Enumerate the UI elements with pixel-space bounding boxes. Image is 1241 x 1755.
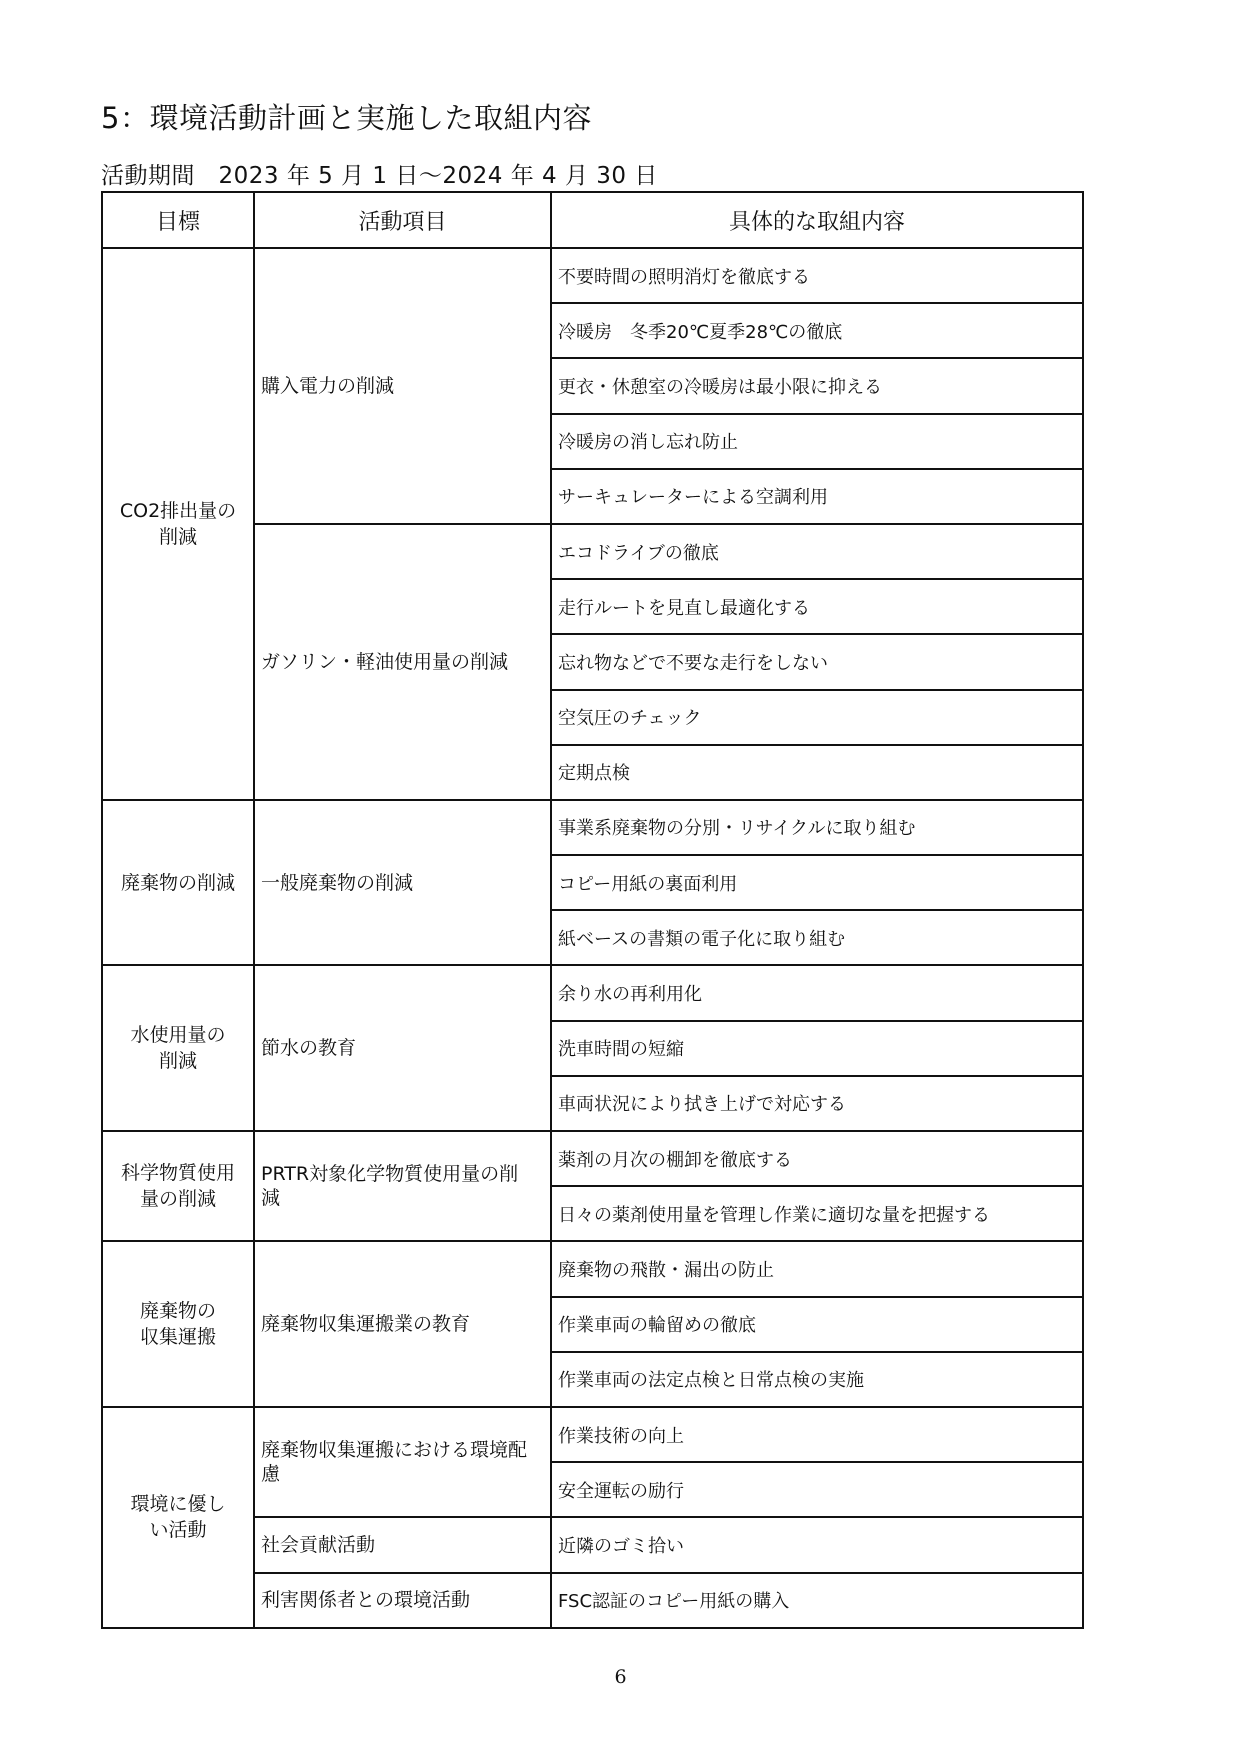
activity-environmental-care: 廃棄物収集運搬における環境配慮 bbox=[254, 1407, 551, 1517]
detail-item: FSC認証のコピー用紙の購入 bbox=[551, 1573, 1083, 1628]
activity-water-saving: 節水の教育 bbox=[254, 965, 551, 1131]
detail-item: 事業系廃棄物の分別・リサイクルに取り組む bbox=[551, 800, 1083, 855]
detail-item: 安全運転の励行 bbox=[551, 1462, 1083, 1517]
activity-period: 活動期間 2023 年 5 月 1 日～2024 年 4 月 30 日 bbox=[101, 163, 658, 189]
detail-item: 定期点検 bbox=[551, 745, 1083, 800]
goal-co2: CO2排出量の削減 bbox=[102, 248, 254, 800]
detail-item: 廃棄物の飛散・漏出の防止 bbox=[551, 1241, 1083, 1296]
table-header-row bbox=[102, 192, 1083, 248]
table-row bbox=[102, 1241, 1083, 1296]
page-number: 6 bbox=[614, 1666, 627, 1688]
table-row bbox=[102, 248, 1083, 303]
table-row bbox=[102, 965, 1083, 1020]
activity-general-waste: 一般廃棄物の削減 bbox=[254, 800, 551, 966]
goal-waste: 廃棄物の削減 bbox=[102, 800, 254, 966]
environmental-plan-table bbox=[101, 191, 1084, 1629]
detail-item: 近隣のゴミ拾い bbox=[551, 1517, 1083, 1572]
header-detail: 具体的な取組内容 bbox=[551, 192, 1083, 248]
detail-item: 作業車両の法定点検と日常点検の実施 bbox=[551, 1352, 1083, 1407]
activity-fuel: ガソリン・軽油使用量の削減 bbox=[254, 524, 551, 800]
detail-item: エコドライブの徹底 bbox=[551, 524, 1083, 579]
detail-item: 作業車両の輪留めの徹底 bbox=[551, 1297, 1083, 1352]
activity-transport-education: 廃棄物収集運搬業の教育 bbox=[254, 1241, 551, 1407]
detail-item: 薬剤の月次の棚卸を徹底する bbox=[551, 1131, 1083, 1186]
detail-item: 余り水の再利用化 bbox=[551, 965, 1083, 1020]
detail-item: 冷暖房 冬季20℃夏季28℃の徹底 bbox=[551, 303, 1083, 358]
table-row bbox=[102, 1407, 1083, 1462]
detail-item: 忘れ物などで不要な走行をしない bbox=[551, 634, 1083, 689]
goal-chemicals: 科学物質使用量の削減 bbox=[102, 1131, 254, 1241]
detail-item: コピー用紙の裏面利用 bbox=[551, 855, 1083, 910]
detail-item: 冷暖房の消し忘れ防止 bbox=[551, 414, 1083, 469]
detail-item: 紙ベースの書類の電子化に取り組む bbox=[551, 910, 1083, 965]
detail-item: 走行ルートを見直し最適化する bbox=[551, 579, 1083, 634]
detail-item: 洗車時間の短縮 bbox=[551, 1021, 1083, 1076]
detail-item: 作業技術の向上 bbox=[551, 1407, 1083, 1462]
detail-item: 不要時間の照明消灯を徹底する bbox=[551, 248, 1083, 303]
activity-prtr: PRTR対象化学物質使用量の削減 bbox=[254, 1131, 551, 1241]
detail-item: 日々の薬剤使用量を管理し作業に適切な量を把握する bbox=[551, 1186, 1083, 1241]
detail-item: サーキュレーターによる空調利用 bbox=[551, 469, 1083, 524]
page-title: 5：環境活動計画と実施した取組内容 bbox=[101, 101, 592, 135]
detail-item: 空気圧のチェック bbox=[551, 690, 1083, 745]
detail-item: 車両状況により拭き上げで対応する bbox=[551, 1076, 1083, 1131]
activity-electricity: 購入電力の削減 bbox=[254, 248, 551, 524]
goal-water: 水使用量の削減 bbox=[102, 965, 254, 1131]
activity-stakeholder: 利害関係者との環境活動 bbox=[254, 1573, 551, 1628]
header-activity: 活動項目 bbox=[254, 192, 551, 248]
detail-item: 更衣・休憩室の冷暖房は最小限に抑える bbox=[551, 358, 1083, 413]
table-row bbox=[102, 800, 1083, 855]
goal-eco-activities: 環境に優しい活動 bbox=[102, 1407, 254, 1628]
header-goal: 目標 bbox=[102, 192, 254, 248]
activity-social-contribution: 社会貢献活動 bbox=[254, 1517, 551, 1572]
table-row bbox=[102, 1131, 1083, 1186]
goal-waste-transport: 廃棄物の収集運搬 bbox=[102, 1241, 254, 1407]
